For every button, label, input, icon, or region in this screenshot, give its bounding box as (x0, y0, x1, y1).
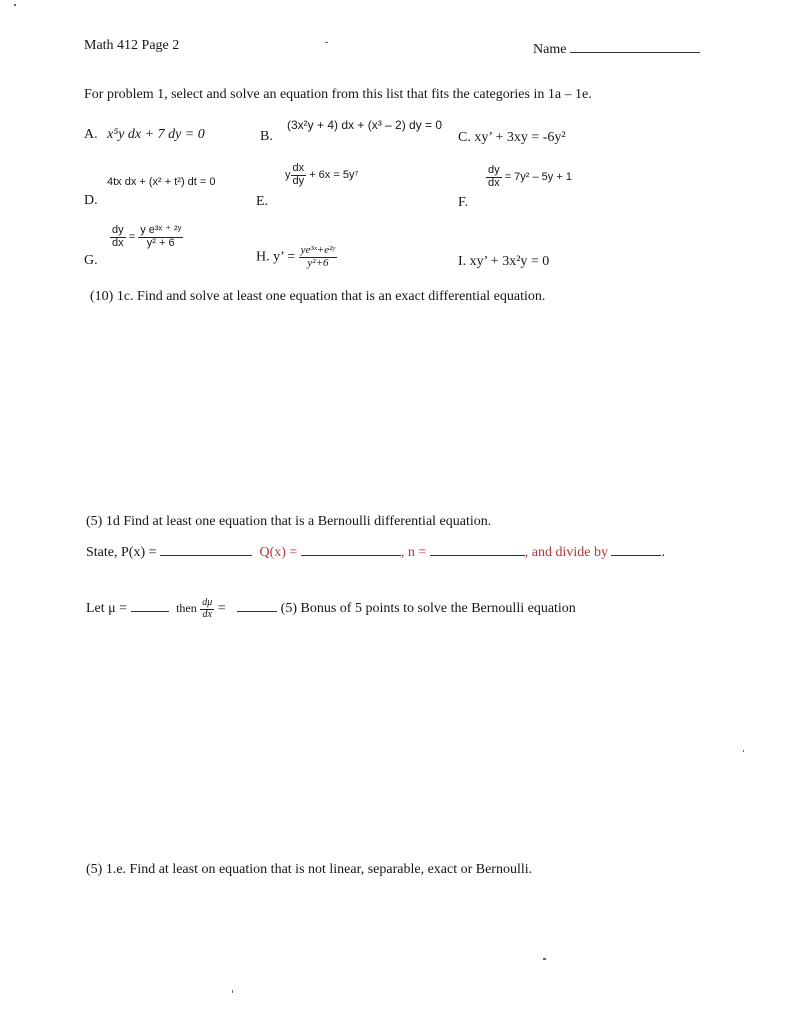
equation-d-label: D. (84, 193, 98, 208)
dmu-blank[interactable] (237, 599, 277, 612)
equation-f-fraction (486, 165, 502, 189)
equation-g-text (110, 225, 183, 249)
equation-e-text (285, 163, 358, 187)
name-field[interactable] (533, 40, 700, 58)
equation-g-lhs-numerator: dy (112, 224, 124, 236)
mu-blank[interactable] (131, 599, 169, 612)
qx-blank[interactable] (301, 543, 401, 556)
px-blank[interactable] (160, 543, 252, 556)
equation-h-denominator: y²+6 (307, 256, 329, 269)
dmu-dx-fraction (200, 598, 214, 620)
divide-end: . (661, 545, 665, 560)
equation-f-post: = 7y² – 5y + 1 (504, 170, 572, 183)
scan-speck (232, 990, 233, 993)
equation-i-label: I. (458, 254, 467, 269)
equation-h-numerator: ye³ˣ+e²ʸ (300, 244, 336, 256)
dmu-denominator: dx (202, 608, 212, 620)
let-mu-line (86, 598, 576, 620)
mu-label: Let μ = (86, 601, 128, 617)
name-label: Name (533, 42, 567, 57)
equation-h (256, 245, 337, 269)
equation-a-label: A. (84, 127, 98, 142)
equation-g-rhs-denominator: y² + 6 (146, 236, 175, 249)
equation-e-numerator: dx (292, 162, 305, 174)
n-blank[interactable] (430, 543, 525, 556)
equation-h-fraction (299, 245, 338, 269)
qx-label: Q(x) = (259, 545, 298, 560)
equation-e-fraction (291, 163, 307, 187)
equation-e-pre: y (285, 168, 291, 181)
equation-c-label: C. (458, 130, 471, 145)
equation-h-pre: y’ = (273, 249, 296, 265)
scan-speck (325, 42, 328, 43)
dmu-equals: = (217, 601, 226, 617)
equation-a-text: x⁵y dx + 7 dy = 0 (107, 127, 205, 142)
equation-f-text (486, 165, 572, 189)
page-title: Math 412 Page 2 (84, 38, 180, 53)
equation-g-lhs-denominator: dx (112, 236, 124, 249)
equation-e-label: E. (256, 194, 269, 209)
equation-b-text: (3x²y + 4) dx + (x³ – 2) dy = 0 (287, 118, 443, 132)
equation-i (458, 254, 549, 270)
then-label: then (176, 601, 197, 616)
equation-c (458, 130, 566, 146)
equation-f-label: F. (458, 195, 469, 210)
n-label: , n = (400, 545, 427, 560)
divide-blank[interactable] (611, 543, 661, 556)
equation-d-text: 4tx dx + (x² + t²) dt = 0 (107, 176, 216, 188)
equation-f-numerator: dy (488, 164, 500, 176)
scan-speck (743, 750, 744, 752)
scan-speck (14, 4, 16, 6)
equation-g-rhs-numerator: y e³ˣ ⁺ ²ʸ (140, 224, 182, 236)
equation-e-denominator: dy (292, 174, 305, 187)
equation-g-equals: = (128, 230, 136, 243)
problem-1c: (10) 1c. Find and solve at least one equation that is an exact differential equation. (90, 289, 546, 304)
equation-e-post: + 6x = 5y⁷ (309, 168, 359, 181)
equation-c-text: xy’ + 3xy = -6y² (474, 130, 566, 145)
equation-a (84, 127, 205, 143)
bernoulli-state-line (86, 543, 665, 561)
equation-h-label: H. (256, 249, 270, 265)
divide-label: , and divide by (524, 545, 608, 560)
scan-speck (543, 958, 546, 960)
equation-b-label: B. (260, 129, 273, 144)
px-label: State, P(x) = (86, 545, 157, 560)
problem-1d: (5) 1d Find at least one equation that is a Bernoulli differential equation. (86, 514, 492, 529)
equation-f-denominator: dx (488, 176, 500, 189)
bonus-text: (5) Bonus of 5 points to solve the Bernoulli equation (280, 601, 576, 617)
dmu-numerator: dμ (202, 597, 213, 608)
equation-g-label: G. (84, 253, 98, 268)
equation-g-lhs-fraction (110, 225, 126, 249)
equation-i-text: xy’ + 3x²y = 0 (469, 254, 550, 269)
name-blank[interactable] (570, 40, 700, 53)
equation-g-rhs-fraction (138, 225, 183, 249)
intro-text: For problem 1, select and solve an equation from this list that fits the categories in 1a – 1e. (84, 87, 592, 102)
problem-1e: (5) 1.e. Find at least on equation that is not linear, separable, exact or Bernoulli. (86, 862, 533, 877)
